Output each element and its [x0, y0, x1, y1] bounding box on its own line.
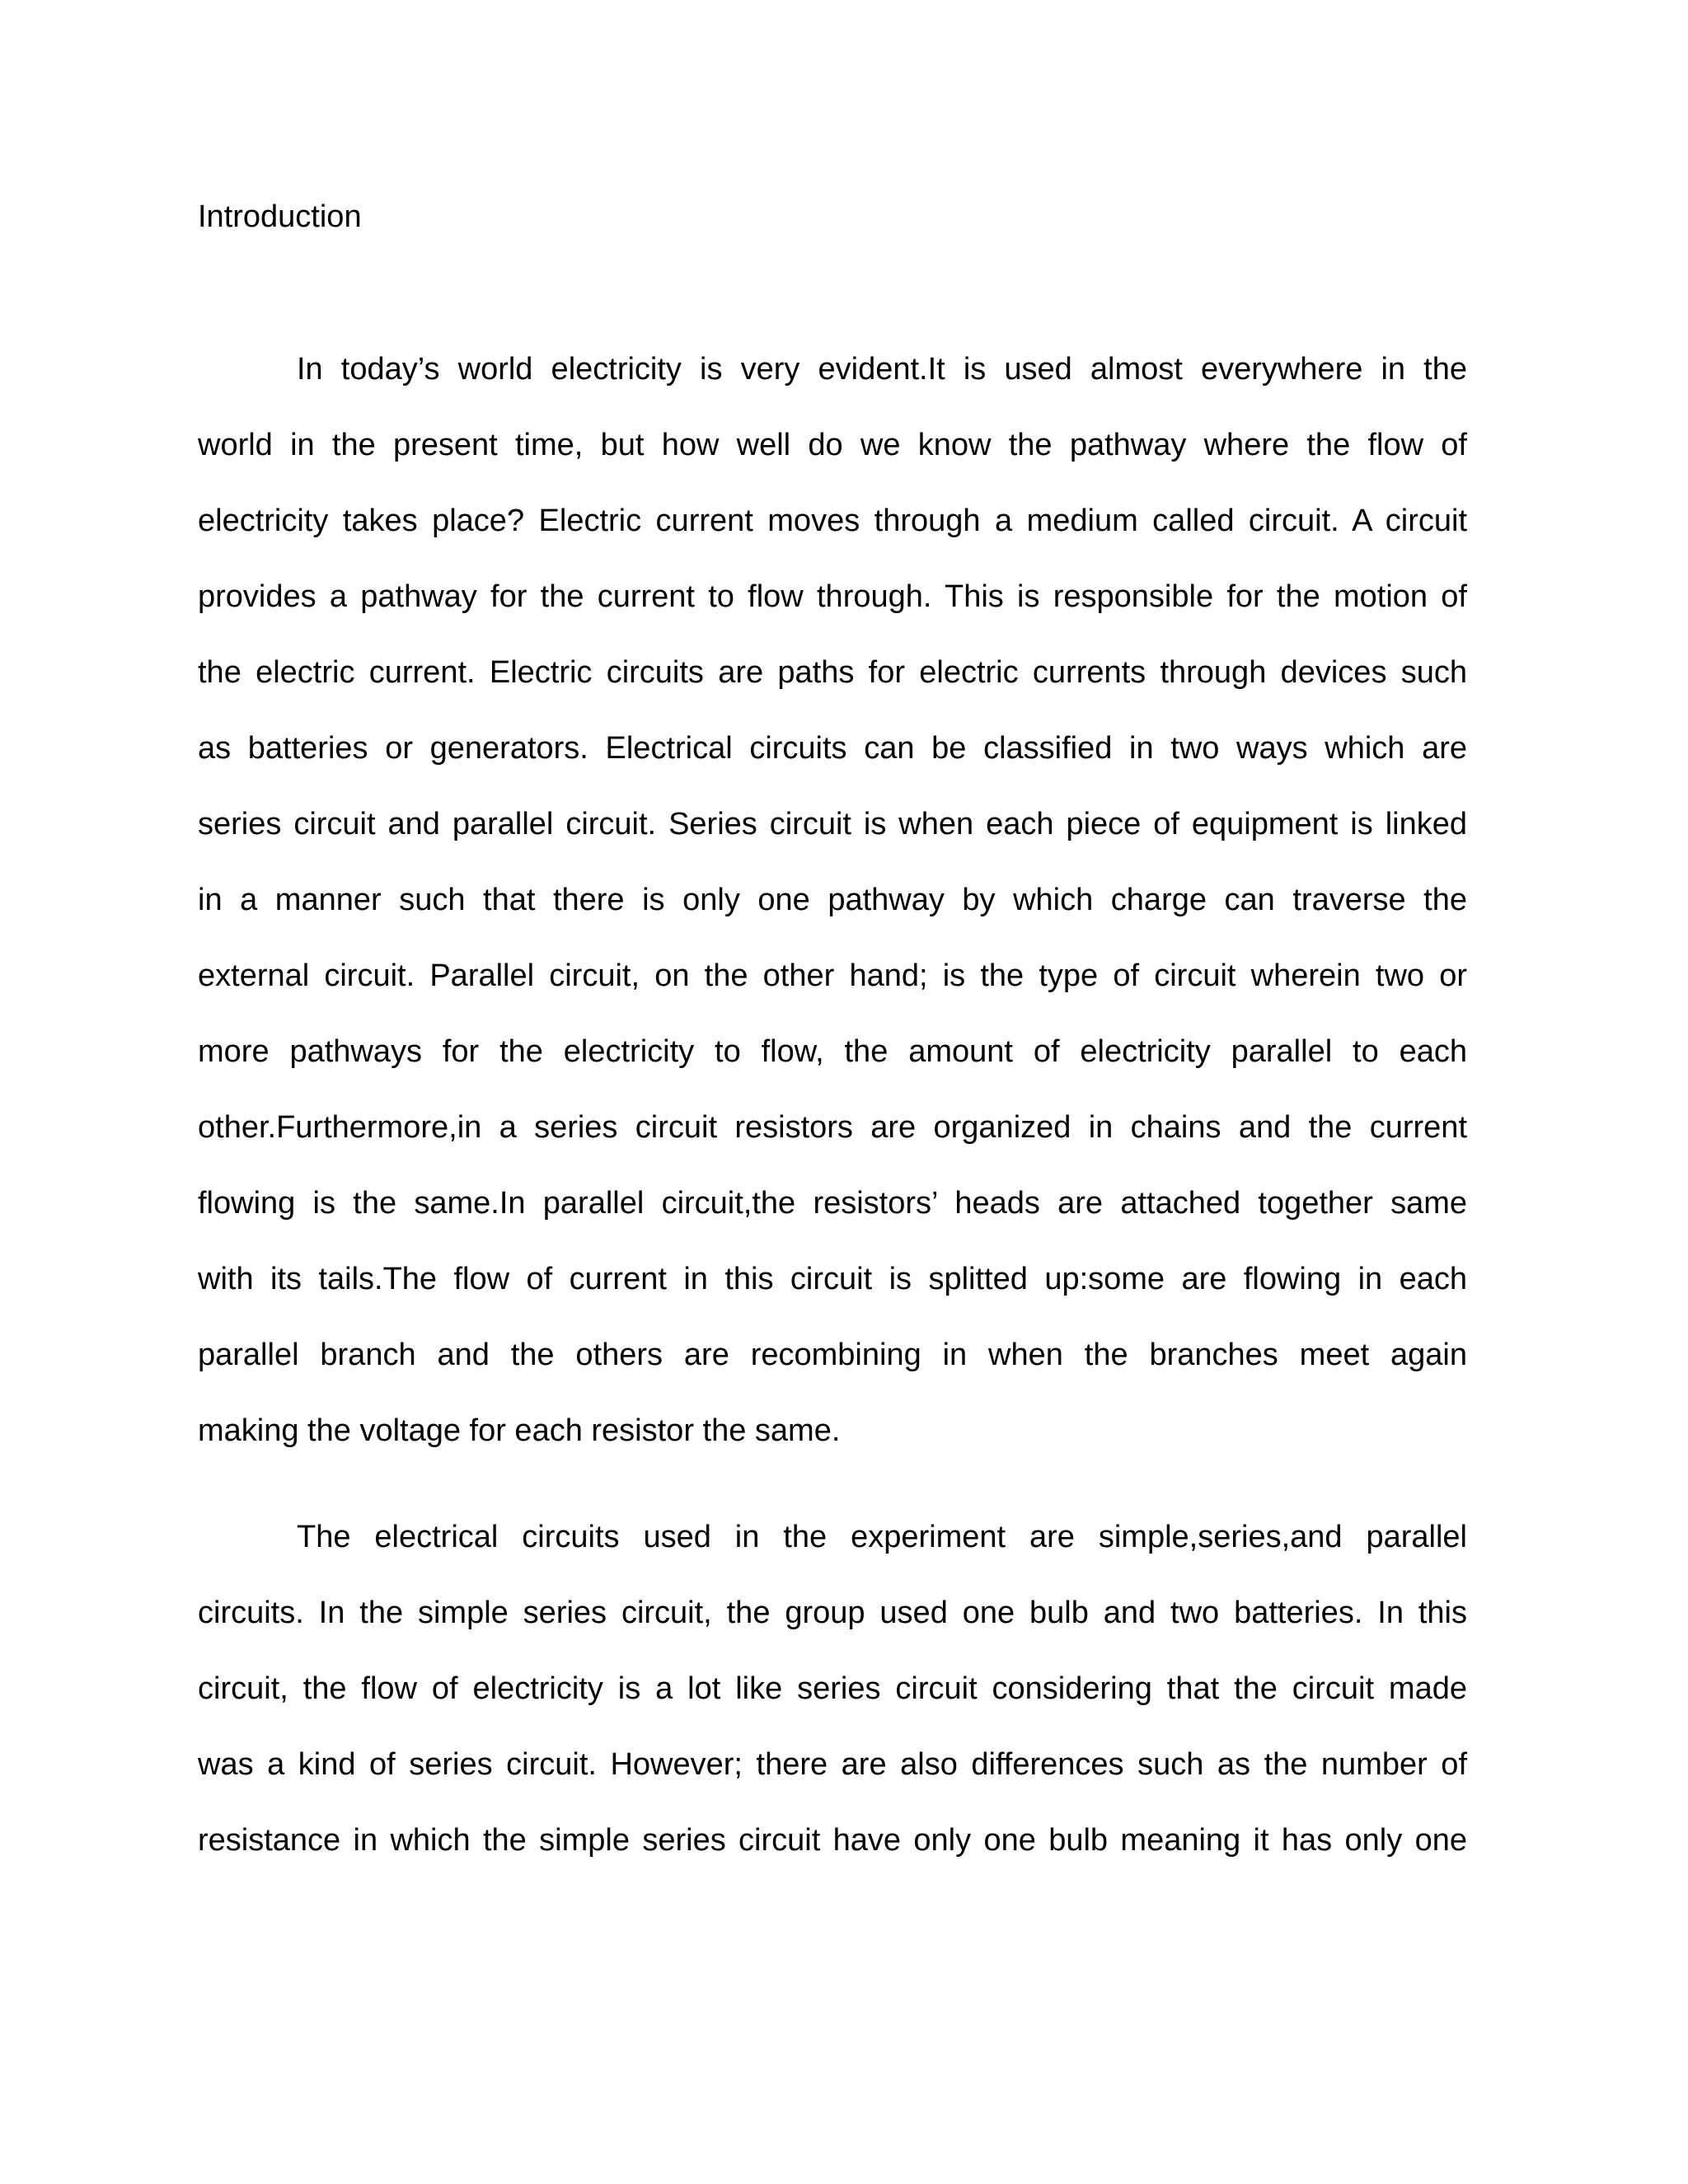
- paragraph-line: world in the present time, but how well do we know the pathway where the flow of: [198, 428, 1467, 462]
- paragraph-line: was a kind of series circuit. However; there are also differences such as the number of: [198, 1747, 1467, 1782]
- section-heading: Introduction: [198, 199, 362, 234]
- paragraph-line: The electrical circuits used in the experiment are simple,series,and parallel: [297, 1520, 1467, 1554]
- paragraph-line: circuits. In the simple series circuit, the group used one bulb and two batteries. In this: [198, 1596, 1467, 1630]
- paragraph-1: [198, 344, 1467, 1482]
- paragraph-line: the electric current. Electric circuits are paths for electric currents through devices such: [198, 655, 1467, 690]
- paragraph-line: making the voltage for each resistor the same.: [198, 1413, 841, 1448]
- paragraph-line: other.Furthermore,in a series circuit resistors are organized in chains and the current: [198, 1110, 1467, 1145]
- paragraph-line: circuit, the flow of electricity is a lot like series circuit considering that the circuit made: [198, 1671, 1467, 1706]
- paragraph-line: parallel branch and the others are recombining in when the branches meet again: [198, 1338, 1467, 1372]
- paragraph-2: [198, 1512, 1467, 1891]
- paragraph-line: provides a pathway for the current to flow through. This is responsible for the motion of: [198, 579, 1467, 614]
- paragraph-line: flowing is the same.In parallel circuit,the resistors’ heads are attached together same: [198, 1186, 1467, 1221]
- paragraph-line: series circuit and parallel circuit. Series circuit is when each piece of equipment is linked: [198, 807, 1467, 841]
- paragraph-line: in a manner such that there is only one pathway by which charge can traverse the: [198, 883, 1467, 917]
- paragraph-line: electricity takes place? Electric current moves through a medium called circuit. A circuit: [198, 504, 1467, 538]
- paragraph-line: with its tails.The flow of current in this circuit is splitted up:some are flowing in each: [198, 1262, 1467, 1296]
- paragraph-line: as batteries or generators. Electrical circuits can be classified in two ways which are: [198, 731, 1467, 766]
- paragraph-line: In today’s world electricity is very evident.It is used almost everywhere in the: [297, 352, 1467, 387]
- paragraph-line: external circuit. Parallel circuit, on the other hand; is the type of circuit wherein two or: [198, 958, 1467, 993]
- paragraph-line: resistance in which the simple series circuit have only one bulb meaning it has only one: [198, 1823, 1467, 1858]
- paragraph-line: more pathways for the electricity to flow, the amount of electricity parallel to each: [198, 1034, 1467, 1069]
